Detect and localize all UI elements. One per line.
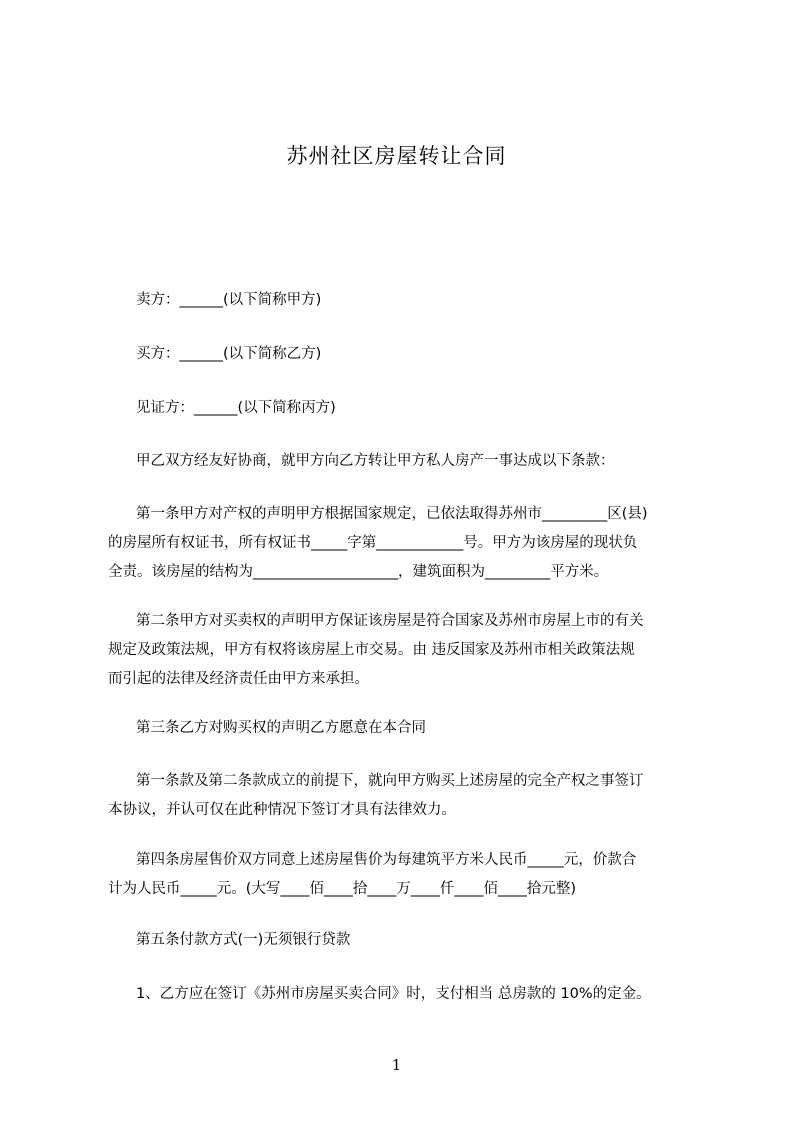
paragraph-line: 第五条付款方式(一)无须银行贷款: [136, 932, 351, 948]
paragraph-line: 1、乙方应在签订《苏州市房屋买卖合同》时，支付相当 总房款的 10%的定金。: [136, 986, 651, 1002]
paragraph-line: 第一条款及第二条款成立的前提下，就向甲方购买上述房屋的完全产权之事签订: [136, 773, 644, 789]
paragraph-line: 的房屋所有权证书，所有权证书_____字第____________号。甲方为该房屋的现状负: [108, 535, 638, 551]
paragraph-preamble: [108, 447, 736, 476]
paragraph-article-1: [108, 500, 708, 587]
paragraph-seller: [108, 286, 736, 315]
paragraph-line: 本协议，并认可仅在此种情况下签订才具有法律效力。: [108, 802, 456, 818]
page-number: 1: [391, 1056, 402, 1074]
paragraph-article-2: [108, 607, 708, 694]
paragraph-article-3-cont: [108, 767, 708, 825]
paragraph-article-5: [108, 926, 736, 955]
paragraph-buyer: [108, 340, 736, 369]
paragraph-witness: [108, 394, 736, 423]
paragraph-line: 计为人民币_____元。(大写____佰____拾____万____仟____佰____拾元整): [108, 881, 577, 897]
paragraph-line: 见证方：______(以下简称丙方): [136, 400, 336, 416]
paragraph-line: 卖方：______(以下简称甲方): [136, 292, 322, 308]
paragraph-line: 买方：______(以下简称乙方): [136, 346, 322, 362]
document-title: 苏州社区房屋转让合同: [286, 144, 507, 168]
paragraph-line: 全责。该房屋的结构为____________________，建筑面积为_________平方米。: [108, 564, 609, 580]
paragraph-article-5-item-1: [108, 980, 736, 1009]
paragraph-line: 规定及政策法规，甲方有权将该房屋上市交易。由 违反国家及苏州市相关政策法规: [108, 642, 635, 658]
paragraph-line: 而引起的法律及经济责任由甲方来承担。: [108, 671, 369, 687]
paragraph-line: 第三条乙方对购买权的声明乙方愿意在本合同: [136, 720, 426, 736]
paragraph-line: 第四条房屋售价双方同意上述房屋售价为每建筑平方米人民币_____元，价款合: [136, 852, 637, 868]
paragraph-article-4: [108, 846, 708, 904]
paragraph-line: 第一条甲方对产权的声明甲方根据国家规定，已依法取得苏州市_________区(县): [136, 506, 648, 522]
paragraph-line: 第二条甲方对买卖权的声明甲方保证该房屋是符合国家及苏州市房屋上市的有关: [136, 613, 644, 629]
paragraph-article-3: [108, 714, 736, 743]
paragraph-line: 甲乙双方经友好协商，就甲方向乙方转让甲方私人房产一事达成以下条款：: [136, 453, 615, 469]
